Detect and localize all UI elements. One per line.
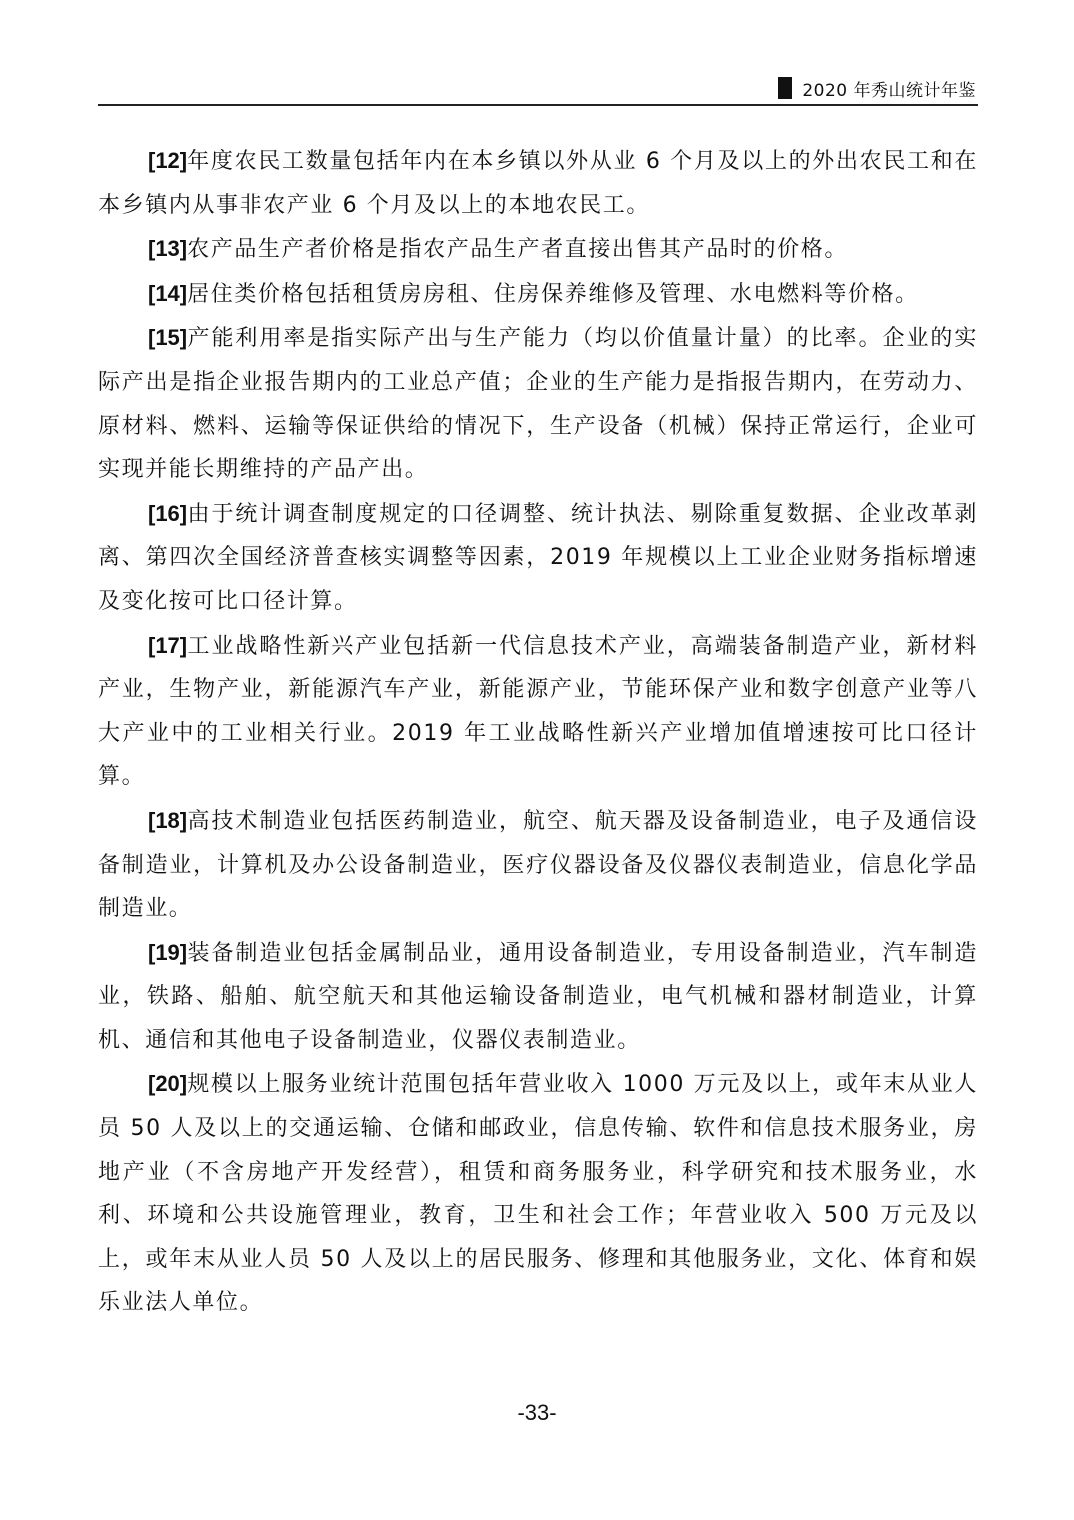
note-text: 装备制造业包括金属制品业，通用设备制造业，专用设备制造业，汽车制造业，铁路、船舶、航空航天和其他运输设备制造业，电气机械和器材制造业，计算机、通信和其他电子设备制造业，仪器仪表制造业。 xyxy=(98,940,978,1053)
note-ref: [13] xyxy=(148,236,188,262)
note-ref: [12] xyxy=(148,148,188,173)
note-ref: [15] xyxy=(148,325,188,351)
page-header xyxy=(98,74,978,106)
note-ref: [17] xyxy=(148,632,188,658)
note-text: 居住类价格包括租赁房房租、住房保养维修及管理、水电燃料等价格。 xyxy=(187,281,919,307)
note-ref: [14] xyxy=(148,280,188,306)
note-18 xyxy=(98,799,978,931)
note-text: 由于统计调查制度规定的口径调整、统计执法、剔除重复数据、企业改革剥离、第四次全国经济普查核实调整等因素，2019 年规模以上工业企业财务指标增速及变化按可比口径计算。 xyxy=(98,501,978,614)
note-text: 产能利用率是指实际产出与生产能力（均以价值量计量）的比率。企业的实际产出是指企业报告期内的工业总产值；企业的生产能力是指报告期内，在劳动力、原材料、燃料、运输等保证供给的情况下，生产设备（机械）保持正常运行，企业可实现并能长期维持的产品产出。 xyxy=(98,326,978,483)
note-text: 年度农民工数量包括年内在本乡镇以外从业 6 个月及以上的外出农民工和在本乡镇内从事非农产业 6 个月及以上的本地农民工。 xyxy=(98,149,978,218)
header-marker-block xyxy=(778,77,792,99)
header-title-group xyxy=(778,76,976,100)
note-20 xyxy=(98,1062,978,1325)
note-14 xyxy=(98,272,978,317)
note-ref: [16] xyxy=(148,500,188,526)
yearbook-title: 2020 年秀山统计年鉴 xyxy=(802,80,976,101)
note-ref: [18] xyxy=(148,807,188,833)
note-ref: [20] xyxy=(148,1071,188,1097)
note-19 xyxy=(98,931,978,1063)
note-text: 农产品生产者价格是指农产品生产者直接出售其产品时的价格。 xyxy=(187,237,848,263)
note-text: 工业战略性新兴产业包括新一代信息技术产业，高端装备制造产业，新材料产业，生物产业，新能源汽车产业，新能源产业，节能环保产业和数字创意产业等八大产业中的工业相关行业。2019 年工业战略性新兴产业增加值增速按可比口径计算。 xyxy=(98,633,978,790)
notes-section xyxy=(98,139,978,1325)
note-15 xyxy=(98,316,978,491)
page-number: -33- xyxy=(517,1400,557,1425)
note-12 xyxy=(98,139,978,227)
note-16 xyxy=(98,492,978,624)
note-text: 规模以上服务业统计范围包括年营业收入 1000 万元及以上，或年末从业人员 50 人及以上的交通运输、仓储和邮政业，信息传输、软件和信息技术服务业，房地产业（不含房地产开发经营），租赁和商务服务业，科学研究和技术服务业，水利、环境和公共设施管理业，教育，卫生和社会工作；年营业收入 500 万元及以上，或年末从业人员 50 人及以上的居民服务、修理和其他服务业，文化、体育和娱乐业法人单位。 xyxy=(98,1072,978,1316)
note-13 xyxy=(98,227,978,272)
note-text: 高技术制造业包括医药制造业，航空、航天器及设备制造业，电子及通信设备制造业，计算机及办公设备制造业，医疗仪器设备及仪器仪表制造业，信息化学品制造业。 xyxy=(98,808,978,922)
note-ref: [19] xyxy=(148,939,188,965)
note-17 xyxy=(98,624,978,799)
